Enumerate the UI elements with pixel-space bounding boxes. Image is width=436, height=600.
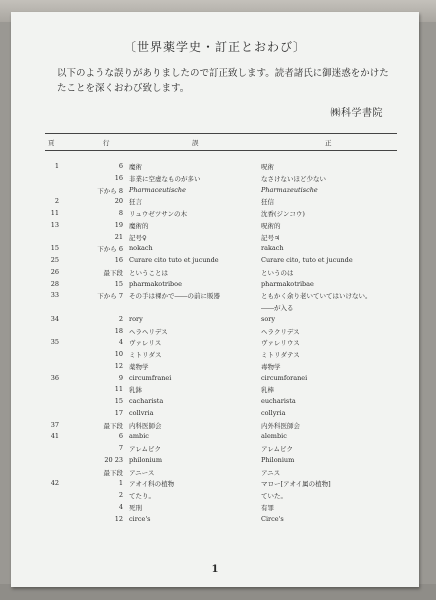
cell-page: 1 [54,162,59,170]
header-right: 正 [325,139,332,147]
cell-wrong: 記号♀ [129,233,147,242]
table-row [45,502,397,514]
cell-line: 8 [118,209,123,217]
cell-right: collyria [261,408,286,417]
cell-wrong: てたり。 [129,492,155,500]
table-row [45,384,397,396]
cell-wrong: nokach [129,244,153,253]
cell-line: 15 [114,397,123,405]
cell-right: Pharmazeutische [261,185,318,194]
cell-wrong: ということは [129,268,168,277]
cell-right: circumforanei [261,373,308,382]
table-row [45,243,397,255]
cell-line: 16 [114,256,123,264]
cell-wrong: Curare cito tuto et jucunde [129,256,219,264]
table-row [45,185,397,197]
table-row [45,514,397,526]
table-row [45,373,397,385]
cell-line: 6 [118,162,123,170]
cell-page: 2 [54,197,59,206]
cell-wrong: cacharista [129,397,164,405]
cell-wrong: circumfranei [129,373,172,382]
cell-right: Circe's [261,514,284,523]
cell-right: 狂信 [261,198,274,207]
table-header [45,133,397,151]
cell-line: 18 [114,326,123,335]
table-row [45,173,397,185]
cell-right: 記号♃ [261,233,280,242]
cell-right: 呪術的 [261,221,281,230]
table-row [45,490,397,502]
cell-line: 12 [114,514,123,523]
page-title: 〔世界薬学史・訂正とおわび〕 [123,40,307,54]
cell-line: 10 [114,350,123,358]
cell-line: 最下段 [103,268,123,277]
errata-sheet [11,12,419,587]
table-row [45,255,397,267]
cell-wrong: 死刑 [129,503,142,512]
cell-right: rakach [261,244,284,253]
table-row [45,349,397,361]
cell-wrong: アレムビク [129,445,161,453]
cell-right: 有罪 [261,503,274,512]
cell-wrong: アニース [129,468,155,477]
cell-right: Philonium [261,455,295,464]
cell-right: ミトリダテス [261,351,300,359]
cell-wrong: pharmakotriboe [129,279,182,288]
table-row [45,420,397,432]
cell-page: 13 [50,220,59,229]
cell-right: ともかく余り老いていてはいけない。 [261,292,372,301]
cell-line: 19 [114,220,123,229]
cell-wrong: 内科医師会 [129,421,162,430]
cell-right: というのは [261,268,294,277]
cell-line: 下から 8 [97,186,123,195]
cell-wrong: ambic [129,432,149,441]
errata-table [45,133,397,525]
cell-line: 最下段 [103,421,123,430]
cell-page: 25 [50,256,59,264]
table-row [45,443,397,455]
cell-line: 4 [118,338,123,347]
cell-page: 35 [50,338,59,347]
cell-line: 2 [118,491,123,499]
cell-wrong: 乳鉢 [129,386,142,395]
cell-wrong: ミトリダス [129,351,162,359]
cell-page: 28 [50,279,59,288]
cell-right: Curare cito, tuto et jucunde [261,256,353,264]
table-row [45,361,397,373]
cell-wrong: 魔術 [129,163,142,171]
cell-right: ――が入る [261,304,294,312]
cell-line: 15 [114,279,123,288]
cell-line: 2 [118,314,123,323]
cell-wrong: 薬物学 [129,362,149,371]
table-row [45,396,397,408]
table-row [45,455,397,467]
cell-right: ていた。 [261,492,287,500]
cell-page: 11 [50,209,59,217]
cell-right: eucharista [261,397,296,405]
cell-right: ヴァレリウス [261,339,300,348]
table-row [45,220,397,232]
cell-line: 16 [114,173,123,182]
cell-right: マロー[アオイ属の植物] [261,480,331,489]
cell-wrong: 非業に空虚なものが多い [129,174,201,183]
cell-right: sory [261,314,276,323]
cell-right: アニス [261,468,281,477]
cell-line: 21 [114,232,123,241]
cell-right: pharmakotribae [261,279,314,288]
table-row [45,290,397,302]
cell-right: アレムビク [261,445,293,453]
cell-wrong: circe's [129,514,151,523]
cell-page: 37 [50,420,59,429]
cell-wrong: ヴァレリス [129,339,162,348]
publisher-name: ㈱科学書院 [330,108,383,119]
cell-wrong: Pharmaceutische [129,185,186,194]
cell-line: 最下段 [103,468,123,477]
cell-wrong: ヘラヘリデス [129,327,168,336]
table-row [45,478,397,490]
table-row [45,267,397,279]
table-row [45,337,397,349]
cell-line: 1 [118,479,123,488]
cell-page: 26 [50,267,59,276]
cell-line: 17 [114,408,123,417]
cell-line: 20 [114,197,123,206]
table-row [45,314,397,326]
table-row [45,467,397,479]
table-row [45,302,397,314]
page-number: 1 [211,564,219,575]
cell-line: 4 [118,502,123,511]
cell-right: 内外科医師会 [261,421,300,430]
cell-page: 15 [50,244,59,253]
cell-wrong: アオイ科の植物 [129,480,175,489]
cell-right: なさけないほど少ない [261,174,326,183]
table-row [45,196,397,208]
cell-right: 乳棒 [261,386,274,395]
table-row [45,279,397,291]
table-row [45,208,397,220]
cell-line: 下から 6 [97,245,123,254]
cell-line: 9 [118,373,123,382]
table-row [45,431,397,443]
table-row [45,161,397,173]
cell-page: 36 [50,373,59,382]
header-page: 頁 [48,139,55,147]
cell-wrong: その手は裸かで――の前に販器 [129,292,220,301]
cell-right: 呪術 [261,163,274,171]
cell-line: 12 [114,361,123,370]
cell-wrong: リュウゼツサンの木 [129,210,187,218]
cell-wrong: philonium [129,455,163,464]
cell-wrong: 魔術的 [129,221,149,230]
cell-right: 沈香(ジンコウ) [261,210,305,218]
cell-wrong: rory [129,314,143,323]
cell-wrong: collvria [129,408,154,417]
cell-page: 42 [50,479,59,488]
cell-right: alembic [261,432,287,441]
table-row [45,408,397,420]
header-line: 行 [103,139,110,147]
header-wrong: 誤 [192,139,199,147]
intro-text [57,66,402,96]
table-row [45,232,397,244]
table-row [45,326,397,338]
intro-line: たことを深くおわび致します。 [57,83,190,94]
cell-line: 11 [114,385,123,394]
cell-page: 33 [50,291,59,300]
cell-line: 6 [118,432,123,441]
cell-wrong: 狂言 [129,198,142,207]
cell-line: 20 23 [104,455,123,464]
cell-page: 41 [50,432,59,441]
cell-page: 34 [50,314,59,323]
intro-line: 以下のような誤りがありましたので訂正致します。読者諸氏に御迷惑をかけた [57,68,389,79]
cell-line: 7 [118,444,123,452]
cell-line: 下から 7 [97,292,123,301]
cell-right: 毒物学 [261,362,281,371]
table-body [45,161,397,525]
cell-right: ヘラクリデス [261,327,300,336]
